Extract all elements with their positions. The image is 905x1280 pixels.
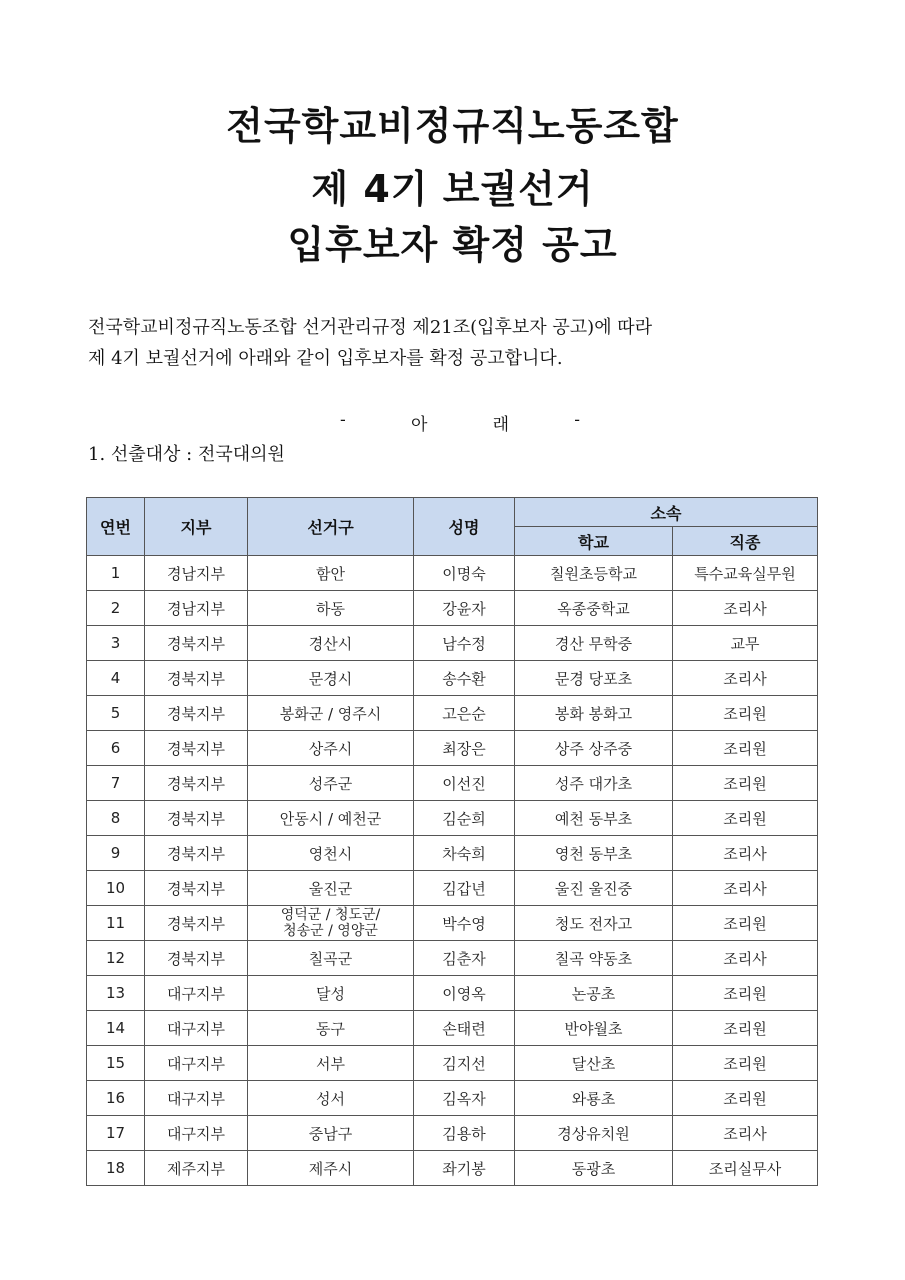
cell-name: 이영옥	[414, 976, 515, 1011]
cell-branch: 경북지부	[145, 731, 248, 766]
cell-name: 김옥자	[414, 1081, 515, 1116]
cell-branch: 경북지부	[145, 626, 248, 661]
cell-district: 영천시	[248, 836, 414, 871]
header-branch: 지부	[145, 498, 248, 556]
cell-district: 성서	[248, 1081, 414, 1116]
cell-job: 조리사	[673, 941, 818, 976]
cell-no: 17	[87, 1116, 145, 1151]
cell-no: 16	[87, 1081, 145, 1116]
cell-no: 14	[87, 1011, 145, 1046]
table-row	[87, 1081, 818, 1116]
cell-branch: 대구지부	[145, 1011, 248, 1046]
cell-branch: 대구지부	[145, 1046, 248, 1081]
cell-job: 특수교육실무원	[673, 556, 818, 591]
cell-job: 교무	[673, 626, 818, 661]
cell-job: 조리원	[673, 731, 818, 766]
cell-district: 상주시	[248, 731, 414, 766]
cell-no: 3	[87, 626, 145, 661]
cell-school: 반야월초	[515, 1011, 673, 1046]
cell-no: 6	[87, 731, 145, 766]
header-name: 성명	[414, 498, 515, 556]
cell-no: 13	[87, 976, 145, 1011]
header-affiliation: 소속	[515, 498, 818, 527]
cell-school: 봉화 봉화고	[515, 696, 673, 731]
cell-district: 달성	[248, 976, 414, 1011]
table-row	[87, 871, 818, 906]
cell-job: 조리사	[673, 661, 818, 696]
cell-branch: 대구지부	[145, 976, 248, 1011]
cell-job: 조리실무사	[673, 1151, 818, 1186]
cell-name: 김지선	[414, 1046, 515, 1081]
separator-dash-left: -	[340, 410, 346, 430]
cell-name: 최장은	[414, 731, 515, 766]
cell-no: 9	[87, 836, 145, 871]
cell-school: 와룡초	[515, 1081, 673, 1116]
cell-branch: 대구지부	[145, 1081, 248, 1116]
header-district: 선거구	[248, 498, 414, 556]
cell-job: 조리원	[673, 801, 818, 836]
cell-school: 상주 상주중	[515, 731, 673, 766]
separator-dash-right: -	[574, 410, 580, 430]
cell-branch: 경북지부	[145, 661, 248, 696]
cell-no: 12	[87, 941, 145, 976]
cell-no: 4	[87, 661, 145, 696]
cell-district: 제주시	[248, 1151, 414, 1186]
cell-school: 경산 무학중	[515, 626, 673, 661]
cell-name: 박수영	[414, 906, 515, 941]
cell-district: 서부	[248, 1046, 414, 1081]
cell-name: 이선진	[414, 766, 515, 801]
cell-district: 칠곡군	[248, 941, 414, 976]
table-row	[87, 976, 818, 1011]
table-row	[87, 731, 818, 766]
cell-name: 김춘자	[414, 941, 515, 976]
cell-name: 김용하	[414, 1116, 515, 1151]
cell-school: 옥종중학교	[515, 591, 673, 626]
cell-no: 18	[87, 1151, 145, 1186]
cell-district: 울진군	[248, 871, 414, 906]
cell-job: 조리사	[673, 836, 818, 871]
cell-school: 칠원초등학교	[515, 556, 673, 591]
separator-a: 아	[410, 415, 428, 435]
cell-district: 함안	[248, 556, 414, 591]
cell-district: 경산시	[248, 626, 414, 661]
cell-branch: 대구지부	[145, 1116, 248, 1151]
cell-district: 안동시 / 예천군	[248, 801, 414, 836]
table-row	[87, 836, 818, 871]
cell-branch: 경북지부	[145, 836, 248, 871]
cell-job: 조리사	[673, 591, 818, 626]
cell-branch: 경북지부	[145, 696, 248, 731]
header-job: 직종	[673, 527, 818, 556]
title-line-1: 전국학교비정규직노동조합	[226, 104, 679, 148]
table-row	[87, 941, 818, 976]
cell-branch: 경북지부	[145, 801, 248, 836]
table-row	[87, 661, 818, 696]
cell-job: 조리사	[673, 1116, 818, 1151]
cell-job: 조리사	[673, 871, 818, 906]
cell-school: 영천 동부초	[515, 836, 673, 871]
cell-branch: 경남지부	[145, 591, 248, 626]
cell-job: 조리원	[673, 906, 818, 941]
separator-rae: 래	[492, 415, 510, 435]
cell-district: 봉화군 / 영주시	[248, 696, 414, 731]
table-row	[87, 1046, 818, 1081]
cell-branch: 경북지부	[145, 906, 248, 941]
cell-name: 송수환	[414, 661, 515, 696]
cell-no: 15	[87, 1046, 145, 1081]
cell-branch: 경남지부	[145, 556, 248, 591]
title-line-2: 제 4기 보궐선거	[311, 167, 594, 211]
cell-school: 울진 울진중	[515, 871, 673, 906]
cell-no: 1	[87, 556, 145, 591]
table-row	[87, 626, 818, 661]
cell-school: 성주 대가초	[515, 766, 673, 801]
cell-job: 조리원	[673, 1011, 818, 1046]
table-row	[87, 801, 818, 836]
cell-no: 8	[87, 801, 145, 836]
cell-school: 달산초	[515, 1046, 673, 1081]
cell-branch: 제주지부	[145, 1151, 248, 1186]
table-row	[87, 696, 818, 731]
table-row	[87, 591, 818, 626]
table-row	[87, 1011, 818, 1046]
cell-district-line-2: 청송군 / 영양군	[283, 923, 378, 939]
cell-school: 청도 전자고	[515, 906, 673, 941]
cell-name: 김순희	[414, 801, 515, 836]
cell-name: 고은순	[414, 696, 515, 731]
table-row	[87, 766, 818, 801]
cell-job: 조리원	[673, 976, 818, 1011]
cell-no: 5	[87, 696, 145, 731]
candidate-table	[86, 497, 818, 1186]
intro-line-2: 제 4기 보궐선거에 아래와 같이 입후보자를 확정 공고합니다.	[88, 348, 563, 369]
cell-no: 11	[87, 906, 145, 941]
cell-district	[248, 906, 414, 941]
cell-school: 동광초	[515, 1151, 673, 1186]
cell-no: 2	[87, 591, 145, 626]
cell-no: 10	[87, 871, 145, 906]
table-row	[87, 1116, 818, 1151]
intro-line-1: 전국학교비정규직노동조합 선거관리규정 제21조(입후보자 공고)에 따라	[88, 317, 653, 338]
cell-school: 경상유치원	[515, 1116, 673, 1151]
cell-district: 성주군	[248, 766, 414, 801]
cell-district: 중남구	[248, 1116, 414, 1151]
cell-district: 문경시	[248, 661, 414, 696]
cell-district: 하동	[248, 591, 414, 626]
cell-name: 손태련	[414, 1011, 515, 1046]
cell-job: 조리원	[673, 766, 818, 801]
cell-job: 조리원	[673, 696, 818, 731]
title-line-3: 입후보자 확정 공고	[287, 223, 618, 267]
cell-school: 논공초	[515, 976, 673, 1011]
cell-district: 동구	[248, 1011, 414, 1046]
cell-job: 조리원	[673, 1081, 818, 1116]
separator	[340, 410, 580, 435]
cell-school: 예천 동부초	[515, 801, 673, 836]
cell-school: 문경 당포초	[515, 661, 673, 696]
cell-branch: 경북지부	[145, 766, 248, 801]
table-row	[87, 556, 818, 591]
cell-name: 좌기봉	[414, 1151, 515, 1186]
cell-school: 칠곡 약동초	[515, 941, 673, 976]
cell-job: 조리원	[673, 1046, 818, 1081]
cell-district-line-1: 영덕군 / 청도군/	[280, 907, 381, 923]
header-no: 연번	[87, 498, 145, 556]
cell-no: 7	[87, 766, 145, 801]
cell-name: 김갑년	[414, 871, 515, 906]
header-school: 학교	[515, 527, 673, 556]
cell-name: 남수정	[414, 626, 515, 661]
table-row	[87, 1151, 818, 1186]
cell-name: 강윤자	[414, 591, 515, 626]
cell-name: 차숙희	[414, 836, 515, 871]
table-body	[87, 556, 818, 1186]
cell-branch: 경북지부	[145, 871, 248, 906]
section-label: 1. 선출대상 : 전국대의원	[88, 444, 285, 465]
cell-name: 이명숙	[414, 556, 515, 591]
table-row	[87, 906, 818, 941]
cell-branch: 경북지부	[145, 941, 248, 976]
